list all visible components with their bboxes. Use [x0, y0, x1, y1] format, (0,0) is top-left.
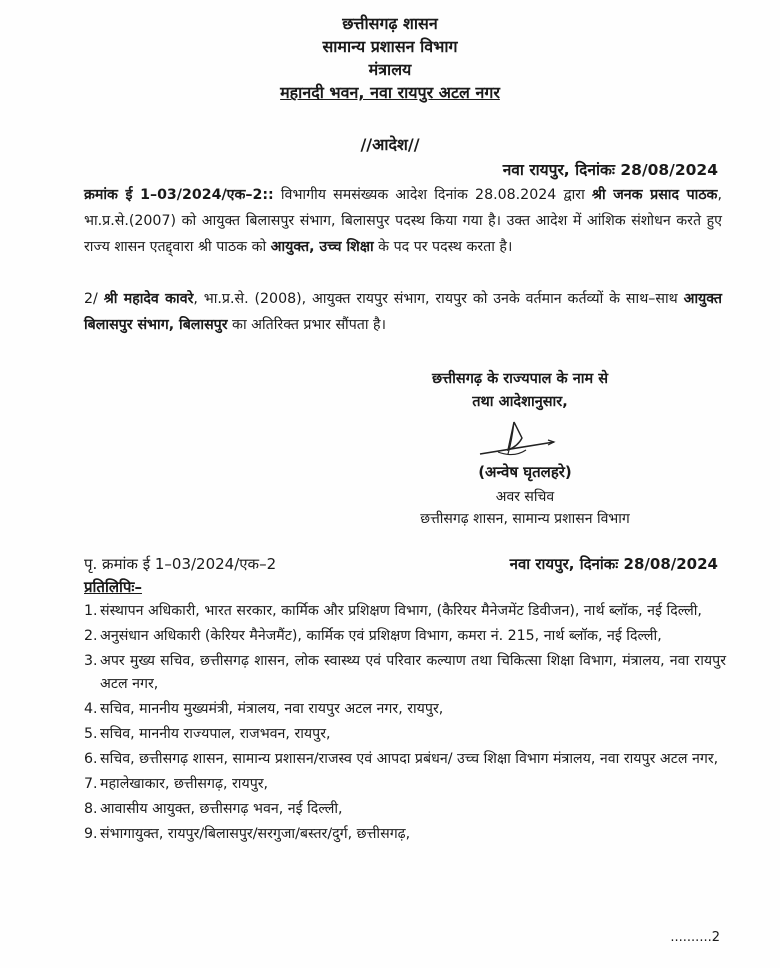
item-text: अनुसंधान अधिकारी (केरियर मैनेजमैंट), कार्मिक एवं प्रशिक्षण विभाग, कमरा नं. 215, नार्थ ब्लॉक, नई दिल्ली,	[100, 628, 662, 644]
order-paragraph-2	[84, 286, 722, 338]
order-title: //आदेश//	[360, 135, 420, 154]
copy-place-date: नवा रायपुर, दिनांकः 28/08/2024	[509, 555, 718, 573]
list-item	[84, 650, 726, 696]
govt-name: छत्तीसगढ़ शासन	[342, 14, 438, 33]
item-text: सचिव, माननीय मुख्यमंत्री, मंत्रालय, नवा रायपुर अटल नगर, रायपुर,	[100, 701, 444, 717]
list-item	[84, 625, 726, 648]
signatory-designation: अवर सचिव	[495, 489, 555, 505]
item-number: 8.	[84, 801, 98, 817]
copy-ref-no: पृ. क्रमांक ई 1–03/2024/एक–2	[84, 555, 277, 573]
ministry-name: मंत्रालय	[368, 60, 412, 79]
item-number: 5.	[84, 726, 98, 742]
list-item	[84, 823, 726, 846]
list-item	[84, 773, 726, 796]
para1-text-c: के पद पर पदस्थ करता है।	[373, 239, 513, 255]
para2-text-b: का अतिरिक्त प्रभार सौंपता है।	[227, 317, 386, 333]
list-item	[84, 600, 726, 623]
new-post: आयुक्त, उच्च शिक्षा	[270, 239, 374, 255]
list-item	[84, 698, 726, 721]
para2-num: 2/	[84, 291, 104, 307]
list-item	[84, 723, 726, 746]
item-text: संस्थापन अधिकारी, भारत सरकार, कार्मिक और प्रशिक्षण विभाग, (कैरियर मैनेजमेंट डिवीजन), नार्थ ब्लॉक, नई दिल्ली,	[100, 603, 702, 619]
para1-text-a: विभागीय समसंख्यक आदेश दिनांक 28.08.2024 द्वारा	[273, 187, 592, 203]
copy-to-label: प्रतिलिपिः–	[84, 578, 142, 596]
signatory-name: (अन्वेष घृतलहरे)	[478, 463, 572, 481]
signoff-line-2: तथा आदेशानुसार,	[472, 394, 568, 410]
item-text: आवासीय आयुक्त, छत्तीसगढ़ भवन, नई दिल्ली,	[100, 801, 343, 817]
item-text: अपर मुख्य सचिव, छत्तीसगढ़ शासन, लोक स्वास्थ्य एवं परिवार कल्याण तथा चिकित्सा शिक्षा विभाग, मंत्रालय, नवा रायपुर अटल नगर,	[100, 653, 726, 692]
officer-name-1: श्री जनक प्रसाद पाठक	[591, 187, 718, 203]
item-text: सचिव, छत्तीसगढ़ शासन, सामान्य प्रशासन/राजस्व एवं आपदा प्रबंधन/ उच्च शिक्षा विभाग मंत्रालय, नवा रायपुर अटल नगर,	[100, 751, 719, 767]
signoff-line-1: छत्तीसगढ़ के राज्यपाल के नाम से	[431, 371, 609, 387]
additional-charge: आयुक्त बिलासपुर संभाग, बिलासपुर	[84, 291, 722, 333]
para1-text-b: , भा.प्र.से.(2007) को आयुक्त बिलासपुर संभाग, बिलासपुर पदस्थ किया गया है। उक्त आदेश में आंशिक संशोधन करते हुए राज्य शासन एतद्द्वारा श्री पाठक को	[84, 187, 722, 255]
order-paragraph-1	[84, 182, 722, 260]
item-text: सचिव, माननीय राज्यपाल, राजभवन, रायपुर,	[100, 726, 331, 742]
list-item	[84, 748, 726, 771]
order-place-date: नवा रायपुर, दिनांकः 28/08/2024	[502, 161, 718, 179]
para2-text-a: , भा.प्र.से. (2008), आयुक्त रायपुर संभाग, रायपुर को उनके वर्तमान कर्तव्यों के साथ–साथ	[193, 291, 684, 307]
item-text: संभागायुक्त, रायपुर/बिलासपुर/सरगुजा/बस्तर/दुर्ग, छत्तीसगढ़,	[100, 826, 411, 842]
item-number: 6.	[84, 751, 98, 767]
office-address: महानदी भवन, नवा रायपुर अटल नगर	[280, 83, 500, 102]
list-item	[84, 798, 726, 821]
item-number: 3.	[84, 653, 98, 669]
item-number: 9.	[84, 826, 98, 842]
department-name: सामान्य प्रशासन विभाग	[322, 37, 458, 56]
signoff-block	[380, 368, 660, 414]
order-ref-no: क्रमांक ई 1–03/2024/एक–2::	[84, 187, 274, 203]
item-number: 2.	[84, 628, 98, 644]
signature-icon	[478, 420, 558, 460]
page-continuation: ..........2	[670, 930, 720, 945]
item-number: 4.	[84, 701, 98, 717]
officer-name-2: श्री महादेव कावरे	[103, 291, 194, 307]
signatory-department: छत्तीसगढ़ शासन, सामान्य प्रशासन विभाग	[420, 511, 630, 527]
item-text: महालेखाकार, छत्तीसगढ़, रायपुर,	[100, 776, 269, 792]
item-number: 1.	[84, 603, 98, 619]
copy-recipient-list	[84, 600, 726, 848]
item-number: 7.	[84, 776, 98, 792]
letterhead	[0, 12, 780, 104]
